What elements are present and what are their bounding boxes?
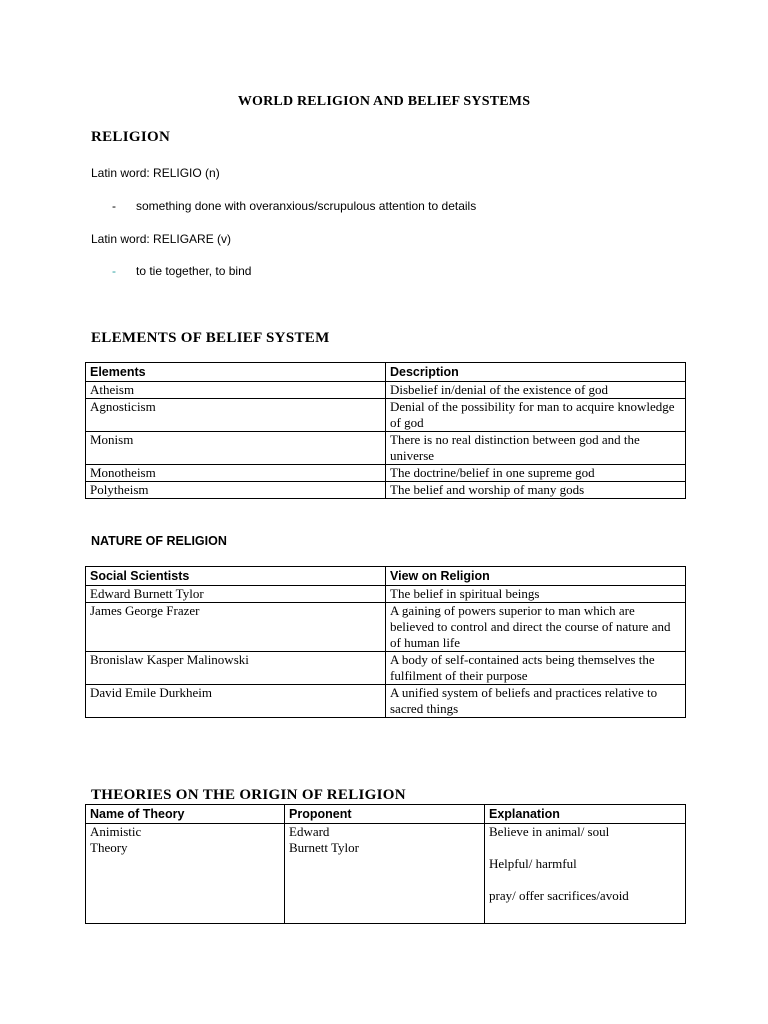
element-description: The belief and worship of many gods	[386, 482, 686, 499]
theories-heading: THEORIES ON THE ORIGIN OF RELIGION	[91, 787, 406, 803]
header-social-scientists: Social Scientists	[86, 567, 386, 586]
theories-table	[85, 804, 686, 924]
explanation-line-1: Believe in animal/ soul	[489, 824, 610, 839]
element-name: Atheism	[86, 382, 386, 399]
table-row	[86, 586, 686, 603]
table-row	[86, 685, 686, 718]
header-elements: Elements	[86, 363, 386, 382]
element-name: Polytheism	[86, 482, 386, 499]
table-row	[86, 432, 686, 465]
table-row	[86, 465, 686, 482]
latin-religare-label: Latin word: RELIGARE (v)	[91, 232, 232, 246]
theory-proponent	[285, 824, 485, 924]
element-description: There is no real distinction between god and the universe	[386, 432, 686, 465]
scientist-name: James George Frazer	[86, 603, 386, 652]
religion-heading: RELIGION	[91, 129, 171, 145]
proponent-line-1: Edward	[289, 824, 330, 839]
table-header-row	[86, 805, 686, 824]
scientist-view: A body of self-contained acts being themselves the fulfilment of their purpose	[386, 652, 686, 685]
header-view-on-religion: View on Religion	[386, 567, 686, 586]
header-description: Description	[386, 363, 686, 382]
elements-heading: ELEMENTS OF BELIEF SYSTEM	[91, 330, 330, 346]
element-name: Agnosticism	[86, 399, 386, 432]
proponent-line-2: Burnett Tylor	[289, 840, 359, 855]
nature-heading: NATURE OF RELIGION	[91, 534, 227, 548]
table-row	[86, 382, 686, 399]
nature-table	[85, 566, 686, 718]
scientist-view: The belief in spiritual beings	[386, 586, 686, 603]
element-description: Denial of the possibility for man to acquire knowledge of god	[386, 399, 686, 432]
table-row	[86, 399, 686, 432]
bullet-dash-1: -	[112, 199, 116, 213]
scientist-view: A unified system of beliefs and practices relative to sacred things	[386, 685, 686, 718]
scientist-name: David Emile Durkheim	[86, 685, 386, 718]
explanation-line-2: Helpful/ harmful	[489, 856, 577, 871]
table-row	[86, 652, 686, 685]
elements-table	[85, 362, 686, 499]
element-name: Monism	[86, 432, 386, 465]
element-name: Monotheism	[86, 465, 386, 482]
table-header-row	[86, 567, 686, 586]
element-description: The doctrine/belief in one supreme god	[386, 465, 686, 482]
latin-religio-label: Latin word: RELIGIO (n)	[91, 166, 220, 180]
scientist-name: Bronislaw Kasper Malinowski	[86, 652, 386, 685]
explanation-line-3: pray/ offer sacrifices/avoid	[489, 888, 629, 903]
theory-name-line-2: Theory	[90, 840, 128, 855]
table-header-row	[86, 363, 686, 382]
header-explanation: Explanation	[485, 805, 686, 824]
scientist-name: Edward Burnett Tylor	[86, 586, 386, 603]
religio-definition: something done with overanxious/scrupulous attention to details	[136, 199, 477, 213]
theory-explanation	[485, 824, 686, 924]
bullet-dash-2: -	[112, 264, 116, 278]
table-row	[86, 824, 686, 924]
theory-name	[86, 824, 285, 924]
theory-name-line-1: Animistic	[90, 824, 142, 839]
religare-definition: to tie together, to bind	[136, 264, 252, 278]
element-description: Disbelief in/denial of the existence of god	[386, 382, 686, 399]
scientist-view: A gaining of powers superior to man which are believed to control and direct the course of nature and of human life	[386, 603, 686, 652]
header-name-of-theory: Name of Theory	[86, 805, 285, 824]
header-proponent: Proponent	[285, 805, 485, 824]
table-row	[86, 482, 686, 499]
document-title: WORLD RELIGION AND BELIEF SYSTEMS	[237, 94, 531, 109]
table-row	[86, 603, 686, 652]
